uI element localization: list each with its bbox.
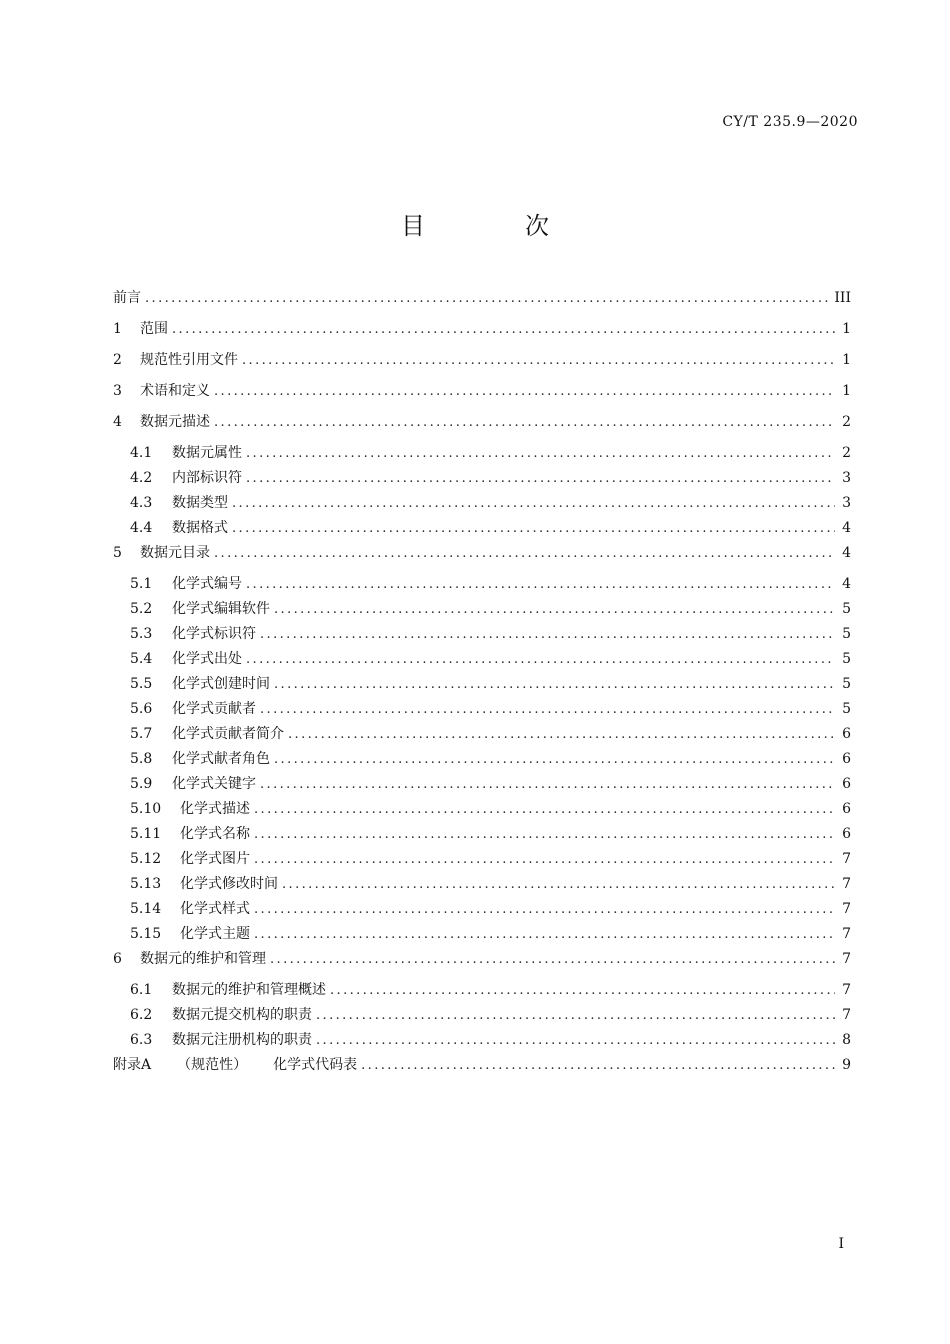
toc-entry-page: 2	[842, 445, 851, 461]
dot-leader	[232, 516, 835, 541]
toc-entry-page: 7	[842, 951, 851, 967]
toc-entry-label: 范围	[140, 321, 168, 337]
dot-leader	[172, 318, 835, 342]
toc-entry-label: 数据元描述	[140, 414, 210, 430]
dot-leader	[254, 797, 835, 822]
toc-entry-number: 5.13	[130, 876, 162, 892]
toc-entry[interactable]	[113, 466, 851, 491]
toc-entry-page: 4	[842, 520, 851, 536]
dot-leader	[316, 1003, 835, 1028]
dot-leader	[270, 948, 835, 972]
toc-entry-label: 化学式贡献者	[172, 701, 256, 717]
toc-entry-number: 5.4	[130, 651, 153, 667]
toc-entry-label: 数据元的维护和管理概述	[172, 982, 326, 998]
toc-entry[interactable]	[113, 348, 851, 379]
dot-leader	[254, 922, 835, 947]
toc-entry[interactable]	[113, 897, 851, 922]
toc-entry-page: 2	[842, 414, 851, 430]
table-of-contents	[113, 286, 851, 1084]
toc-entry-page: 1	[842, 321, 851, 337]
dot-leader	[254, 847, 835, 872]
toc-entry[interactable]	[113, 847, 851, 872]
dot-leader	[260, 697, 835, 722]
toc-entry-page: 7	[842, 901, 851, 917]
toc-entry-number: 5.11	[130, 826, 162, 842]
dot-leader	[232, 491, 835, 516]
toc-entry-number: 4	[113, 414, 122, 430]
toc-entry-page: 5	[842, 701, 851, 717]
toc-entry-page: 6	[842, 826, 851, 842]
toc-entry-label: 术语和定义	[140, 383, 210, 399]
dot-leader	[246, 441, 835, 466]
toc-entry-number: 5.2	[130, 601, 153, 617]
toc-entry-label: 化学式编辑软件	[172, 601, 270, 617]
toc-entry-number: 1	[113, 321, 122, 337]
dot-leader	[246, 572, 835, 597]
toc-entry-number: 6.1	[130, 982, 153, 998]
dot-leader	[254, 897, 835, 922]
toc-entry-label: 化学式创建时间	[172, 676, 270, 692]
toc-entry-page: 7	[842, 926, 851, 942]
toc-entry-page: 9	[842, 1057, 851, 1073]
toc-entry-label: 化学式出处	[172, 651, 242, 667]
dot-leader	[330, 978, 835, 1003]
appendix-kind: （规范性）	[177, 1057, 248, 1073]
page-title: 目 次	[401, 212, 587, 240]
toc-entry-label: 数据元注册机构的职责	[172, 1032, 312, 1048]
dot-leader	[246, 466, 835, 491]
toc-entry-page: 1	[842, 383, 851, 399]
toc-entry[interactable]	[113, 872, 851, 897]
dot-leader	[274, 672, 835, 697]
toc-entry[interactable]	[113, 772, 851, 797]
dot-leader	[260, 622, 835, 647]
toc-entry-label: 化学式图片	[180, 851, 250, 867]
toc-entry-label: 数据类型	[172, 495, 228, 511]
toc-entry[interactable]	[113, 572, 851, 597]
dot-leader	[282, 872, 835, 897]
toc-entry-page: 7	[842, 982, 851, 998]
toc-entry-label: 化学式描述	[180, 801, 250, 817]
toc-entry-number: 4.3	[130, 495, 153, 511]
toc-entry[interactable]	[113, 947, 851, 978]
toc-entry-page: 4	[842, 545, 851, 561]
dot-leader	[274, 747, 835, 772]
toc-entry[interactable]	[113, 286, 851, 317]
toc-entry[interactable]	[113, 922, 851, 947]
toc-entry-page: 7	[842, 851, 851, 867]
toc-entry[interactable]	[113, 541, 851, 572]
toc-entry[interactable]	[113, 672, 851, 697]
toc-entry-number: 5.1	[130, 576, 153, 592]
toc-entry-number: 5.15	[130, 926, 162, 942]
toc-entry[interactable]	[113, 441, 851, 466]
footer-page-number: I	[838, 1236, 844, 1252]
toc-entry[interactable]	[113, 516, 851, 541]
dot-leader	[316, 1028, 835, 1053]
toc-entry[interactable]	[113, 722, 851, 747]
toc-entry-page: 6	[842, 801, 851, 817]
toc-entry-number: 5.10	[130, 801, 162, 817]
toc-entry[interactable]	[113, 1003, 851, 1028]
dot-leader	[145, 287, 828, 311]
toc-entry-page: 6	[842, 726, 851, 742]
toc-entry-page: 4	[842, 576, 851, 592]
dot-leader	[246, 647, 835, 672]
toc-entry-page: 8	[842, 1032, 851, 1048]
toc-entry[interactable]	[113, 622, 851, 647]
standard-code: CY/T 235.9—2020	[722, 114, 858, 130]
toc-entry-number: 5.6	[130, 701, 153, 717]
toc-entry-number: 2	[113, 352, 122, 368]
toc-entry-label: 规范性引用文件	[140, 352, 238, 368]
toc-entry-label: 数据格式	[172, 520, 228, 536]
dot-leader	[260, 772, 835, 797]
toc-entry-label: 内部标识符	[172, 470, 242, 486]
toc-entry-page: III	[834, 290, 851, 306]
toc-entry-page: 7	[842, 876, 851, 892]
toc-entry[interactable]	[113, 978, 851, 1003]
toc-entry-number: 5.9	[130, 776, 153, 792]
toc-entry-page: 6	[842, 751, 851, 767]
toc-entry-page: 5	[842, 651, 851, 667]
toc-entry-page: 3	[842, 495, 851, 511]
toc-entry-number: 5.14	[130, 901, 162, 917]
toc-entry-label: 化学式贡献者简介	[172, 726, 284, 742]
dot-leader	[254, 822, 835, 847]
toc-entry-label: 化学式标识符	[172, 626, 256, 642]
toc-entry-page: 6	[842, 776, 851, 792]
dot-leader	[288, 722, 835, 747]
toc-entry-label: 化学式主题	[180, 926, 250, 942]
toc-entry-label: 化学式名称	[180, 826, 250, 842]
toc-entry-number: 6.2	[130, 1007, 153, 1023]
toc-entry-label: 数据元目录	[140, 545, 210, 561]
toc-entry-label: 数据元的维护和管理	[140, 951, 266, 967]
toc-entry-label: 化学式修改时间	[180, 876, 278, 892]
dot-leader	[214, 380, 835, 404]
dot-leader	[242, 349, 835, 373]
toc-entry-page: 7	[842, 1007, 851, 1023]
toc-entry-page: 5	[842, 626, 851, 642]
toc-entry[interactable]	[113, 1028, 851, 1053]
toc-entry-number: 5.3	[130, 626, 153, 642]
toc-entry-page: 5	[842, 676, 851, 692]
toc-entry-label: 化学式献者角色	[172, 751, 270, 767]
toc-entry-page: 5	[842, 601, 851, 617]
toc-entry-number: 4.2	[130, 470, 153, 486]
dot-leader	[214, 542, 835, 566]
dot-leader	[361, 1054, 835, 1078]
toc-entry-number: 5.5	[130, 676, 153, 692]
toc-entry[interactable]	[113, 822, 851, 847]
toc-entry-label: 化学式编号	[172, 576, 242, 592]
toc-entry-number: 4.1	[130, 445, 153, 461]
toc-entry-page: 3	[842, 470, 851, 486]
appendix-tag: 附录A	[113, 1057, 152, 1073]
toc-entry-label: 数据元属性	[172, 445, 242, 461]
toc-entry[interactable]	[113, 410, 851, 441]
toc-entry-number: 6.3	[130, 1032, 153, 1048]
toc-entry-label: 化学式关键字	[172, 776, 256, 792]
toc-entry-page: 1	[842, 352, 851, 368]
toc-entry-number: 5.7	[130, 726, 153, 742]
toc-entry[interactable]	[113, 597, 851, 622]
toc-entry-label: 化学式代码表	[273, 1057, 358, 1073]
toc-entry-number: 3	[113, 383, 122, 399]
toc-entry-label: 数据元提交机构的职责	[172, 1007, 312, 1023]
toc-entry-number: 4.4	[130, 520, 153, 536]
toc-entry[interactable]	[113, 797, 851, 822]
toc-entry[interactable]	[113, 647, 851, 672]
toc-entry-number: 6	[113, 951, 122, 967]
toc-entry[interactable]	[113, 317, 851, 348]
toc-entry-label: 化学式样式	[180, 901, 250, 917]
toc-entry[interactable]	[113, 747, 851, 772]
toc-entry-number: 5.12	[130, 851, 162, 867]
dot-leader	[214, 411, 835, 435]
toc-entry-appendix[interactable]	[113, 1053, 851, 1084]
toc-entry[interactable]	[113, 491, 851, 516]
dot-leader	[274, 597, 835, 622]
toc-entry-number: 5.8	[130, 751, 153, 767]
toc-entry-label: 前言	[113, 290, 141, 306]
toc-entry[interactable]	[113, 697, 851, 722]
toc-entry[interactable]	[113, 379, 851, 410]
toc-entry-number: 5	[113, 545, 122, 561]
